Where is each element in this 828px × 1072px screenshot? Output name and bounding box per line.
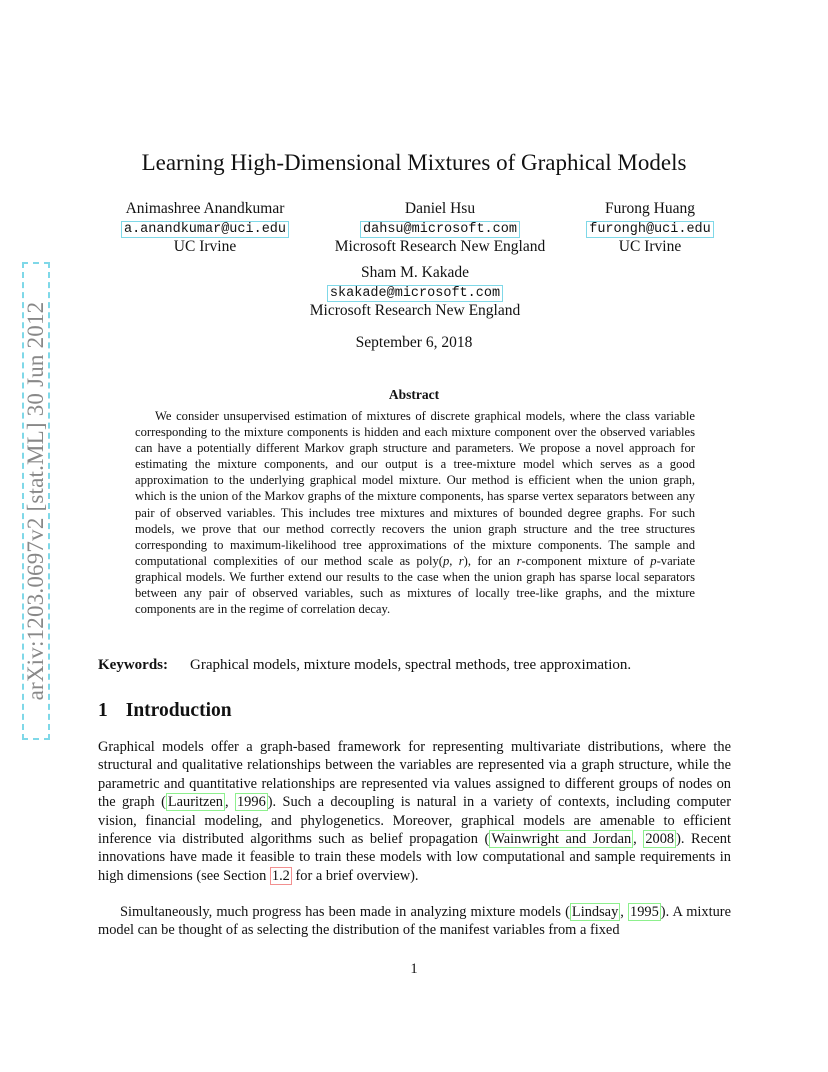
author-affiliation: UC Irvine [173, 237, 237, 255]
author-block [575, 200, 725, 256]
abstract-heading: Abstract [388, 387, 440, 402]
citation-link[interactable]: Lauritzen [167, 794, 224, 811]
author-email-link[interactable]: skakade@microsoft.com [327, 285, 503, 302]
page-number: 1 [410, 961, 418, 977]
section-number: 1 [98, 700, 108, 721]
arxiv-stamp-text: arXiv:1203.0697v2 [stat.ML] 30 Jun 2012 [23, 301, 48, 701]
paragraph-text: Graphical models offer a graph-based framework for representing multivariate distributions, where the structural and qualitative relationships between the variables are represented via a graph structure, while the parametric and quantitative relationships are represented via values assigned to different groups of nodes on the graph ( [98, 739, 731, 811]
body-paragraph [98, 738, 731, 885]
math-sep: , [449, 553, 459, 568]
paragraph-text: ). Such a decoupling is natural in a variety of contexts, including computer vision, financial modeling, and phylogenetics. Moreover, graphical models are amenable to efficient inference via distributed algorithms such as belief propagation ( [98, 794, 731, 848]
keywords [98, 657, 738, 674]
author-block [105, 200, 305, 256]
author-name: Furong Huang [605, 200, 695, 217]
paragraph-text: ). Recent innovations have made it feasible to train these models with low computational and sample requirements in high dimensions (see Section [98, 831, 731, 884]
paragraph-text: ). A mixture model can be thought of as selecting the distribution of the manifest variables from a fixed [98, 904, 731, 939]
section-ref-link[interactable]: 1.2 [271, 867, 290, 884]
abstract-text: -component mixture of [521, 553, 651, 568]
author-affiliation: Microsoft Research New England [334, 237, 546, 255]
keywords-label: Keywords: [98, 657, 168, 673]
citation-year-link[interactable]: 2008 [645, 831, 675, 848]
math-var: r [516, 553, 522, 568]
citation-link[interactable]: Lindsay [571, 904, 619, 920]
math-var: p [650, 553, 657, 568]
author-email-link[interactable]: dahsu@microsoft.com [360, 221, 520, 238]
paragraph-text: , [225, 794, 235, 811]
abstract-text: ), for an [463, 553, 517, 568]
paper-date: September 6, 2018 [355, 334, 473, 351]
author-name: Sham M. Kakade [360, 264, 470, 281]
paragraph-text: for a brief overview). [291, 867, 419, 884]
author-email-link[interactable]: furongh@uci.edu [586, 221, 714, 238]
abstract-text: -variate graphical models. We further extend our results to the case when the union graph has sparse local separators between any pair of observed variables, such as mixtures of locally tree-like graphs, and the mixture components are in the regime of correlation decay. [135, 553, 696, 617]
section-heading [98, 700, 232, 722]
paper-title: Learning High-Dimensional Mixtures of Graphical Models [141, 150, 687, 175]
author-name: Animashree Anandkumar [125, 200, 285, 217]
paragraph-text: Simultaneously, much progress has been made in analyzing mixture models ( [120, 904, 570, 920]
citation-year-link[interactable]: 1995 [630, 904, 659, 920]
abstract-body [135, 408, 695, 617]
citation-link[interactable]: Wainwright and Jordan [491, 831, 632, 848]
author-name: Daniel Hsu [404, 200, 476, 217]
body-paragraph [98, 903, 731, 940]
citation-year-link[interactable]: 1996 [236, 794, 266, 811]
math-var: p [442, 553, 450, 568]
abstract-text: We consider unsupervised estimation of mixtures of discrete graphical models, where the class variable corresponding to the mixture components is hidden and each mixture component over the observed variables can have a potentially different Markov graph structure and parameters. We propose a novel approach for estimating the mixture components, and our output is a tree-mixture model which serves as a good approximation to the underlying graphical model mixture. Our method is efficient when the union graph, which is the union of the Markov graphs of the mixture components, has sparse vertex separators between any pair of observed variables. This includes tree mixtures and mixtures of bounded degree graphs. For such models, we prove that our method correctly recovers the union graph structure and the tree structures corresponding to maximum-likelihood tree approximations of the mixture components. The sample and computational complexities of our method scale as poly( [135, 409, 695, 568]
math-var: r [458, 553, 464, 568]
paragraph-text: , [633, 831, 644, 848]
author-email-link[interactable]: a.anandkumar@uci.edu [121, 221, 289, 238]
author-block [270, 264, 560, 320]
section-title: Introduction [125, 700, 232, 721]
keywords-text: Graphical models, mixture models, spectral methods, tree approximation. [190, 657, 632, 673]
paragraph-text: , [620, 904, 628, 920]
author-block [300, 200, 580, 256]
author-affiliation: UC Irvine [618, 237, 682, 255]
author-affiliation: Microsoft Research New England [309, 301, 521, 319]
